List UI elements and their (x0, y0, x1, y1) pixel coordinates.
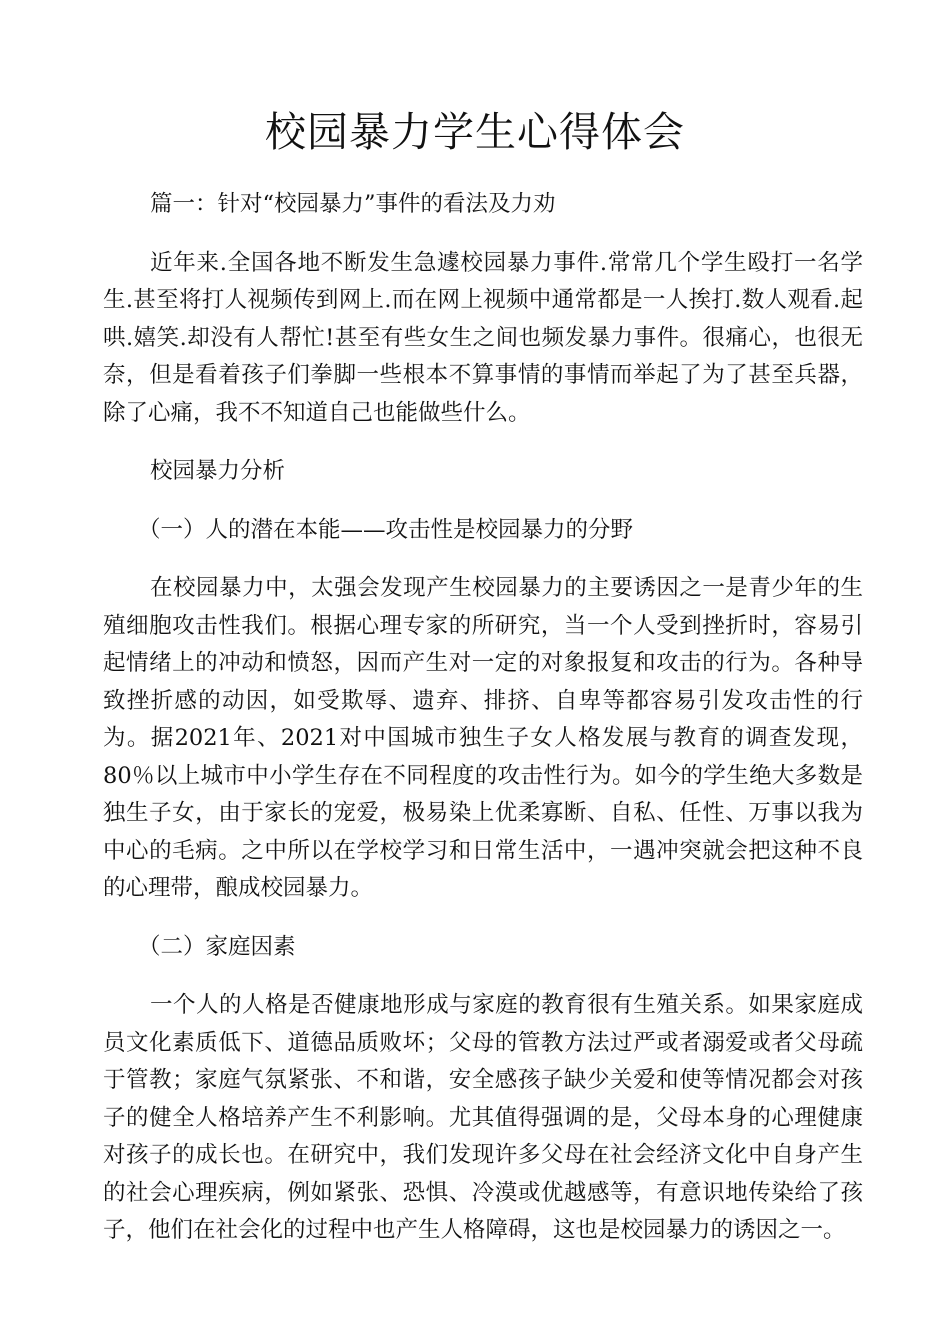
page-title: 校园暴力学生心得体会 (265, 108, 685, 156)
analysis-heading: 校园暴力分析 (150, 458, 286, 484)
subheading-instinct: （一）人的潜在本能——攻击性是校园暴力的分野 (138, 516, 634, 543)
section-heading: 篇一：针对“校园暴力”事件的看法及力劝 (150, 191, 556, 217)
paragraph-aggression: 在校园暴力中，太强会发现产生校园暴力的主要诱因之一是青少年的生殖细胞攻击性我们。根据心理专家的所研究，当一个人受到挫折时，容易引起情绪上的冲动和愤怒，因而产生对一定的对象报复和攻击的行为。各种导致挫折感的动因，如受欺辱、遗弃、排挤、自卑等都容易引发攻击性的行为。据2021年、2021对中国城市独生子女人格发展与教育的调查发现，80％以上城市中小学生存在不同程度的攻击性行为。如今的学生绝大多数是独生子女，由于家长的宠爱，极易染上优柔寡断、自私、任性、万事以我为中心的毛病。之中所以在学校学习和日常生活中，一遇冲突就会把这种不良的心理带，酿成校园暴力。 (103, 575, 863, 901)
document-body (103, 186, 863, 1271)
paragraph-intro: 近年来.全国各地不断发生急遽校园暴力事件.常常几个学生殴打一名学生.甚至将打人视频传到网上.而在网上视频中通常都是一人挨打.数人观看.起哄.嬉笑.却没有人帮忙!甚至有些女生之间也频发暴力事件。很痛心，也很无奈，但是看着孩子们拳脚一些根本不算事情的事情而举起了为了甚至兵器，除了心痛，我不不知道自己也能做些什么。 (103, 249, 863, 426)
subheading-family: （二）家庭因素 (138, 933, 296, 960)
paragraph-family: 一个人的人格是否健康地形成与家庭的教育很有生殖关系。如果家庭成员文化素质低下、道德品质败坏；父母的管教方法过严或者溺爱或者父母疏于管教；家庭气氛紧张、不和谐，安全感孩子缺少关爱和使等情况都会对孩子的健全人格培养产生不利影响。尤其值得强调的是，父母本身的心理健康对孩子的成长也。在研究中，我们发现许多父母在社会经济文化中自身产生的社会心理疾病，例如紧张、恐惧、冷漠或优越感等，有意识地传染给了孩子，他们在社会化的过程中也产生人格障碍，这也是校园暴力的诱因之一。 (103, 992, 863, 1243)
